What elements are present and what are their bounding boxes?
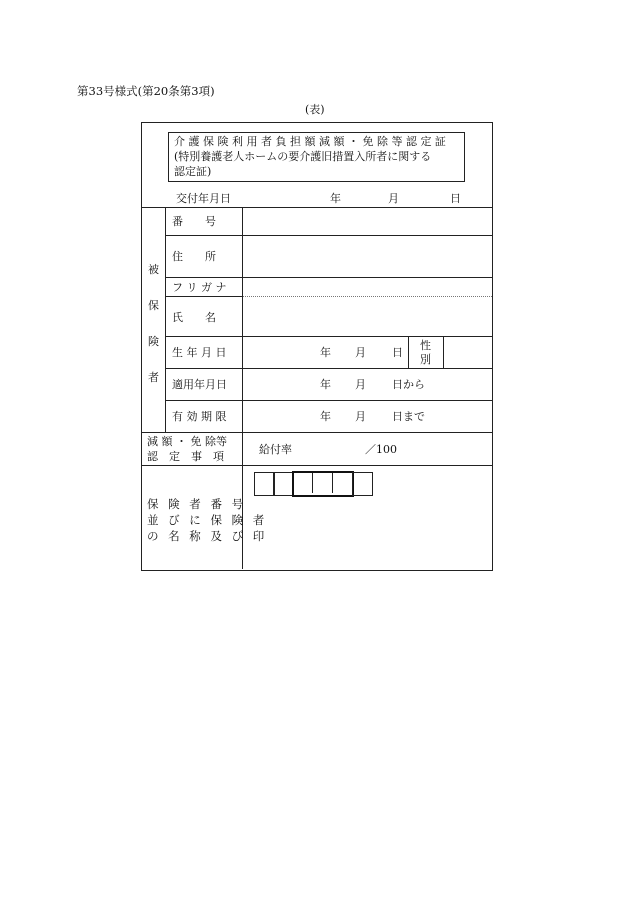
benefit-rate-value: ／100 bbox=[365, 443, 397, 456]
address-label: 住 所 bbox=[172, 250, 216, 263]
birth-date-label: 生 年 月 日 bbox=[172, 346, 227, 359]
rule-furigana bbox=[165, 296, 242, 297]
issue-day-unit: 日 bbox=[450, 192, 461, 205]
insured-char-3: 険 bbox=[148, 335, 159, 348]
rule-address bbox=[165, 277, 492, 278]
insurer-label-line2: 並 び に 保 険 者 bbox=[147, 513, 268, 527]
reduction-label: 減 額 ・ 免 除等 bbox=[147, 435, 227, 448]
effective-month-unit: 月 bbox=[355, 378, 366, 391]
rule-gender-left bbox=[408, 336, 409, 368]
effective-year-unit: 年 bbox=[320, 378, 331, 391]
gender-label-top: 性 bbox=[420, 339, 431, 352]
insured-char-1: 被 bbox=[148, 263, 159, 276]
number-label: 番 号 bbox=[172, 215, 216, 228]
name-label: 氏 名 bbox=[172, 311, 216, 324]
expiry-day-unit: 日まで bbox=[392, 410, 425, 423]
rule-expiry bbox=[141, 432, 492, 433]
insured-char-2: 保 bbox=[148, 299, 159, 312]
certificate-title-box bbox=[168, 132, 465, 182]
rule-gender-right bbox=[443, 336, 444, 368]
gender-label-bottom: 別 bbox=[420, 353, 431, 366]
certificate-title: 介 護 保 険 利 用 者 負 担 額 減 額 ・ 免 除 等 認 定 証 bbox=[174, 135, 446, 148]
issue-date-label: 交付年月日 bbox=[176, 192, 231, 205]
insurer-number-digit-2 bbox=[273, 472, 294, 496]
rule-number bbox=[165, 235, 492, 236]
side-label: (表) bbox=[305, 103, 325, 116]
issue-month-unit: 月 bbox=[388, 192, 399, 205]
certificate-subtitle: (特別養護老人ホームの要介護旧措置入所者に関する bbox=[174, 150, 432, 163]
birth-month-unit: 月 bbox=[355, 346, 366, 359]
insurer-number-digit-1 bbox=[254, 472, 275, 496]
benefit-rate-label: 給付率 bbox=[259, 443, 292, 456]
insured-char-4: 者 bbox=[148, 371, 159, 384]
furigana-label: フ リ ガ ナ bbox=[172, 281, 227, 294]
rule-top bbox=[141, 207, 492, 208]
certificate-subtitle-end: 認定証) bbox=[174, 165, 212, 178]
insurer-digit-divider-2 bbox=[332, 473, 333, 493]
rule-furigana-dotted bbox=[242, 296, 492, 297]
rule-effective bbox=[165, 400, 492, 401]
form-number: 第33号様式(第20条第3項) bbox=[77, 84, 215, 98]
insurer-label: 保 険 者 番 号 bbox=[147, 497, 247, 511]
reduction-label-line2: 認 定 事 項 bbox=[147, 450, 224, 463]
effective-day-unit: 日から bbox=[392, 378, 425, 391]
insurer-number-digit-6 bbox=[352, 472, 373, 496]
rule-reduction bbox=[141, 465, 492, 466]
insurer-number-emphasis-box bbox=[292, 471, 354, 497]
issue-year-unit: 年 bbox=[330, 192, 341, 205]
birth-year-unit: 年 bbox=[320, 346, 331, 359]
expiry-label: 有 効 期 限 bbox=[172, 410, 227, 423]
insurer-digit-divider-1 bbox=[312, 473, 313, 493]
rule-birth bbox=[165, 368, 492, 369]
effective-date-label: 適用年月日 bbox=[172, 378, 227, 391]
expiry-month-unit: 月 bbox=[355, 410, 366, 423]
rule-insured-column bbox=[165, 207, 166, 432]
insurer-label-line3: の 名 称 及 び 印 bbox=[147, 529, 268, 543]
birth-day-unit: 日 bbox=[392, 346, 403, 359]
insured-vertical-label bbox=[141, 207, 165, 432]
expiry-year-unit: 年 bbox=[320, 410, 331, 423]
